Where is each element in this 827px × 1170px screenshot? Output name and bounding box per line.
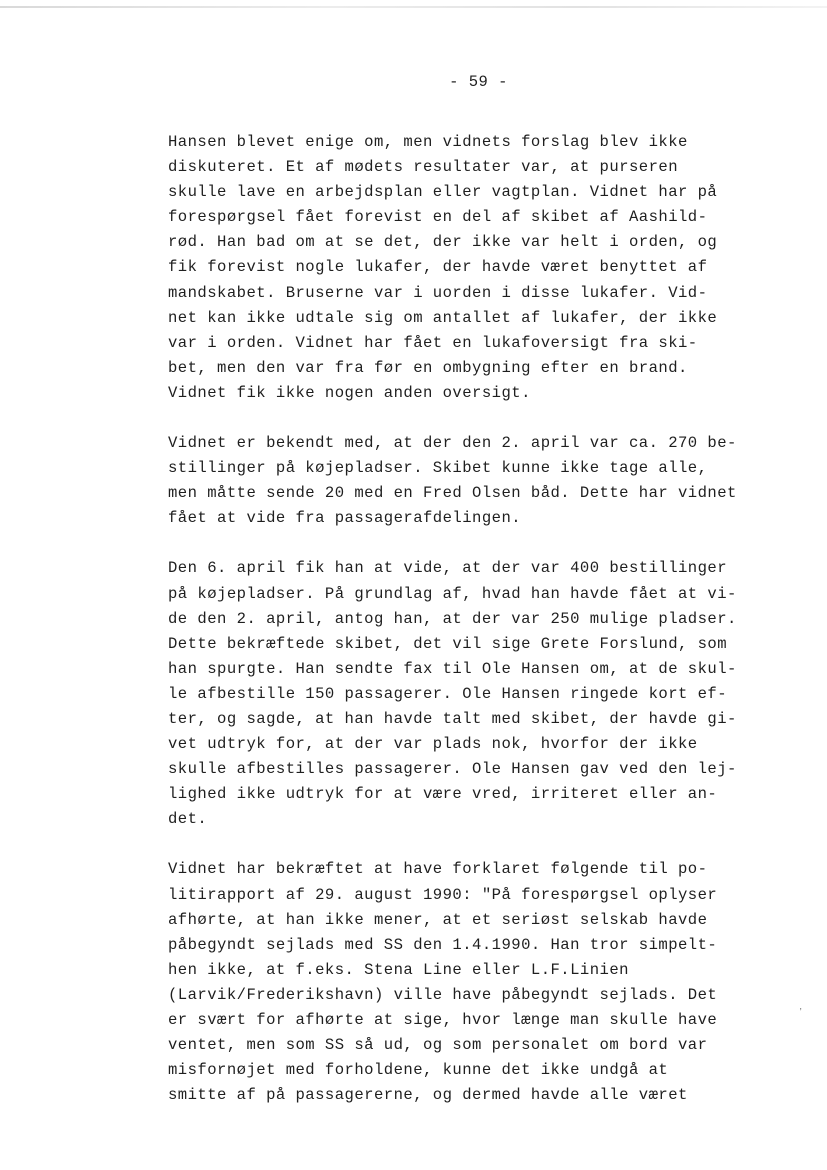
text-line: le afbestille 150 passagerer. Ole Hansen ringede kort ef- bbox=[168, 684, 728, 703]
text-line: skulle lave en arbejdsplan eller vagtplan. Vidnet har på bbox=[168, 183, 718, 202]
text-line: lighed ikke udtryk for at være vred, irriteret eller an- bbox=[168, 785, 718, 804]
text-line: Dette bekræftede skibet, det vil sige Grete Forslund, som bbox=[168, 634, 728, 653]
text-line: Vidnet fik ikke nogen anden oversigt. bbox=[168, 383, 531, 402]
text-line: Hansen blevet enige om, men vidnets forslag blev ikke bbox=[168, 133, 688, 151]
text-line: vet udtryk for, at der var plads nok, hvorfor der ikke bbox=[168, 735, 698, 754]
text-line: mandskabet. Bruserne var i uorden i disse lukafer. Vid- bbox=[168, 283, 708, 302]
text-line: fået at vide fra passagerafdelingen. bbox=[168, 509, 522, 528]
paragraph-3 bbox=[168, 556, 768, 832]
text-line: ter, og sagde, at han havde talt med skibet, der havde gi- bbox=[168, 709, 737, 728]
text-line: det. bbox=[168, 810, 208, 829]
text-line: stillinger på køjepladser. Skibet kunne ikke tage alle, bbox=[168, 459, 708, 478]
text-line: Vidnet er bekendt med, at der den 2. april var ca. 270 be- bbox=[168, 434, 737, 453]
text-line: han spurgte. Han sendte fax til Ole Hansen om, at de skul- bbox=[168, 659, 737, 678]
text-line: afhørte, at han ikke mener, at et seriøst selskab havde bbox=[168, 910, 708, 929]
text-line: forespørgsel fået forevist en del af skibet af Aashild- bbox=[168, 208, 708, 227]
text-line: fik forevist nogle lukafer, der havde været benyttet af bbox=[168, 258, 708, 277]
text-line: Den 6. april fik han at vide, at der var 400 bestillinger bbox=[168, 559, 728, 578]
text-line: var i orden. Vidnet har fået en lukafoversigt fra ski- bbox=[168, 333, 698, 352]
text-line: diskuteret. Et af mødets resultater var, at purseren bbox=[168, 158, 679, 177]
margin-mark: ʼ bbox=[798, 1008, 804, 1018]
text-line: skulle afbestilles passagerer. Ole Hansen gav ved den lej- bbox=[168, 760, 737, 779]
text-line: men måtte sende 20 med en Fred Olsen båd. Dette har vidnet bbox=[168, 484, 737, 503]
text-line: misfornøjet med forholdene, kunne det ikke undgå at bbox=[168, 1061, 669, 1080]
text-line: litirapport af 29. august 1990: "På forespørgsel oplyser bbox=[168, 885, 718, 904]
page-number: - 59 - bbox=[449, 73, 508, 91]
document-body bbox=[168, 130, 768, 1133]
text-line: Vidnet har bekræftet at have forklaret følgende til po- bbox=[168, 860, 708, 879]
scan-edge bbox=[0, 6, 827, 8]
text-line: ventet, men som SS så ud, og som personalet om bord var bbox=[168, 1036, 708, 1055]
text-line: på køjepladser. På grundlag af, hvad han havde fået at vi- bbox=[168, 584, 737, 603]
text-line: er svært for afhørte at sige, hvor længe man skulle have bbox=[168, 1011, 718, 1029]
text-line: smitte af på passagererne, og dermed havde alle været bbox=[168, 1086, 688, 1105]
paragraph-2 bbox=[168, 431, 768, 531]
text-line: bet, men den var fra før en ombygning efter en brand. bbox=[168, 358, 688, 377]
text-line: (Larvik/Frederikshavn) ville have påbegyndt sejlads. Det bbox=[168, 985, 718, 1004]
text-line: påbegyndt sejlads med SS den 1.4.1990. Han tror simpelt- bbox=[168, 935, 718, 954]
text-line: net kan ikke udtale sig om antallet af lukafer, der ikke bbox=[168, 308, 718, 327]
paragraph-4 bbox=[168, 857, 768, 1108]
text-line: hen ikke, at f.eks. Stena Line eller L.F.Linien bbox=[168, 960, 629, 979]
text-line: de den 2. april, antog han, at der var 250 mulige pladser. bbox=[168, 609, 737, 628]
paragraph-1 bbox=[168, 130, 768, 406]
text-line: rød. Han bad om at se det, der ikke var helt i orden, og bbox=[168, 233, 718, 252]
